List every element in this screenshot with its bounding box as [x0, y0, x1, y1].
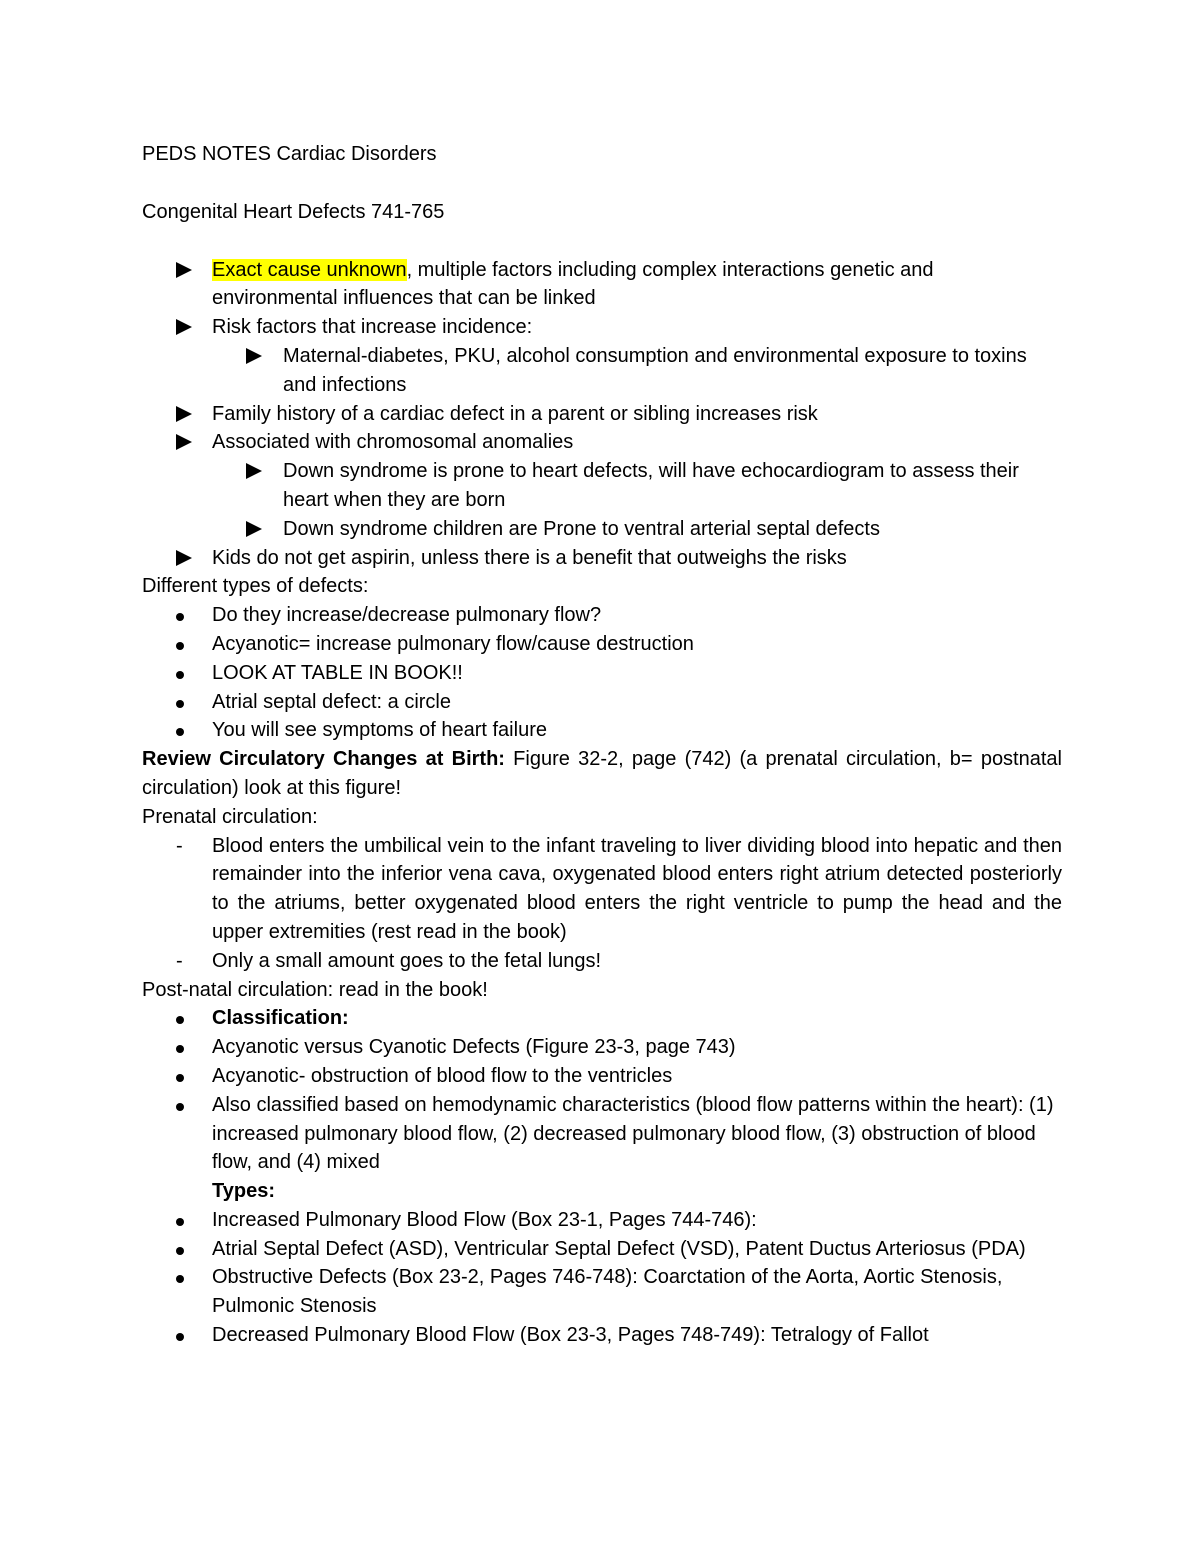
list-item-text: Risk factors that increase incidence:: [212, 316, 533, 339]
list-item-text: Kids do not get aspirin, unless there is a benefit that outweighs the risks: [212, 546, 847, 569]
review-text: Figure 32-2, page (742) (a prenatal circulation, b= postnatal circulation) look at this figure!: [142, 748, 1062, 799]
list-item-text: Also classified based on hemodynamic characteristics (blood flow patterns within the heart): (1) increased pulmonary blood flow, (2) decreased pulmonary blood flow, (3) obstruction of blood flow, and (4) mixed: [212, 1093, 1054, 1174]
arrow-bullet-icon: [176, 544, 200, 575]
arrow-bullet-icon: [246, 515, 270, 546]
list-item-text: Atrial septal defect: a circle: [212, 690, 451, 713]
section-heading: Post-natal circulation: read in the book!: [142, 978, 488, 1001]
dot-bullet-icon: [176, 1091, 200, 1120]
document-body: [142, 140, 1062, 1350]
dot-bullet-icon: [176, 716, 200, 745]
section-heading: Prenatal circulation:: [142, 805, 318, 828]
dot-bullet-icon: [176, 1062, 200, 1091]
list-item-text: Only a small amount goes to the fetal lungs!: [212, 949, 602, 972]
dot-bullet-icon: [176, 1321, 200, 1350]
arrow-bullet-icon: [176, 400, 200, 431]
list-item-text: Atrial Septal Defect (ASD), Ventricular Septal Defect (VSD), Patent Ductus Arteriosus (PDA): [212, 1237, 1026, 1260]
review-paragraph: [142, 745, 1062, 803]
dot-bullet-icon: [176, 1004, 200, 1033]
dot-bullet-icon: [176, 630, 200, 659]
list-item: [142, 947, 1062, 976]
list-item: [142, 313, 1062, 342]
list-item-text: Acyanotic- obstruction of blood flow to the ventricles: [212, 1064, 673, 1087]
dot-bullet-icon: [176, 601, 200, 630]
arrow-bullet-icon: [176, 313, 200, 344]
highlighted-text: Exact cause unknown: [212, 258, 407, 281]
list-item: [142, 1004, 1062, 1033]
list-item-text: Family history of a cardiac defect in a parent or sibling increases risk: [212, 402, 818, 425]
list-item: [142, 544, 1062, 573]
list-item-text: , multiple factors including complex interactions genetic and environmental influences that can be linked: [212, 258, 934, 310]
list-item: [142, 1033, 1062, 1062]
classification-list: [142, 1004, 1062, 1177]
types-list: [142, 1206, 1062, 1350]
list-item-text: LOOK AT TABLE IN BOOK!!: [212, 661, 463, 684]
list-item: [142, 515, 1062, 544]
list-item-text: Down syndrome is prone to heart defects, will have echocardiogram to assess their heart when they are born: [283, 460, 1019, 511]
list-item: [142, 457, 1062, 515]
list-item: [142, 688, 1062, 717]
list-item: [142, 1263, 1062, 1321]
dot-bullet-icon: [176, 688, 200, 717]
dot-bullet-icon: [176, 1263, 200, 1292]
list-item-text: Down syndrome children are Prone to ventral arterial septal defects: [283, 517, 880, 540]
dash-bullet-icon: -: [176, 834, 183, 857]
list-item-text: Obstructive Defects (Box 23-2, Pages 746-748): Coarctation of the Aorta, Aortic Stenosis, Pulmonic Stenosis: [212, 1266, 1003, 1318]
dash-bullet-icon: -: [176, 949, 183, 972]
list-item: [142, 659, 1062, 688]
list-item: [142, 716, 1062, 745]
dot-bullet-icon: [176, 1235, 200, 1264]
defect-types-list: [142, 601, 1062, 745]
dot-bullet-icon: [176, 1033, 200, 1062]
list-item: [142, 832, 1062, 947]
list-item-text: Decreased Pulmonary Blood Flow (Box 23-3, Pages 748-749): Tetralogy of Fallot: [212, 1324, 929, 1347]
arrow-bullet-icon: [246, 342, 270, 373]
list-item: [142, 1206, 1062, 1235]
list-item: [142, 1321, 1062, 1350]
list-item: [142, 428, 1062, 457]
arrow-bullet-icon: [176, 256, 200, 287]
list-item-text: Classification:: [212, 1007, 349, 1030]
list-item: [142, 630, 1062, 659]
list-item: [142, 601, 1062, 630]
arrow-bullet-icon: [176, 428, 200, 459]
list-item-text: Maternal-diabetes, PKU, alcohol consumption and environmental exposure to toxins and infections: [283, 344, 1027, 396]
list-item: [142, 400, 1062, 429]
cause-list: [142, 256, 1062, 573]
list-item: [142, 1235, 1062, 1264]
list-item-text: Acyanotic versus Cyanotic Defects (Figure 23-3, page 743): [212, 1036, 736, 1059]
list-item-text: Do they increase/decrease pulmonary flow?: [212, 604, 602, 627]
list-item: [142, 1091, 1062, 1177]
list-item-text: You will see symptoms of heart failure: [212, 719, 547, 742]
list-item-text: Associated with chromosomal anomalies: [212, 431, 574, 454]
list-item: [142, 1062, 1062, 1091]
review-heading: Review Circulatory Changes at Birth:: [142, 748, 505, 771]
section-heading: Different types of defects:: [142, 575, 369, 598]
list-item: [142, 342, 1062, 400]
page-title: PEDS NOTES Cardiac Disorders: [142, 143, 437, 165]
list-item-text: Blood enters the umbilical vein to the infant traveling to liver dividing blood into hepatic and then remainder into the inferior vena cava, oxygenated blood enters right atrium detected posteriorly to the atriums, better oxygenated blood enters the right ventricle to pump the head and the upper extremities (rest read in the book): [212, 834, 1062, 943]
dot-bullet-icon: [176, 1206, 200, 1235]
types-label: Types:: [212, 1180, 275, 1203]
list-item-text: Increased Pulmonary Blood Flow (Box 23-1, Pages 744-746):: [212, 1208, 757, 1231]
prenatal-list: [142, 832, 1062, 976]
arrow-bullet-icon: [246, 457, 270, 488]
list-item-text: Acyanotic= increase pulmonary flow/cause destruction: [212, 632, 694, 655]
section-subtitle: Congenital Heart Defects 741-765: [142, 200, 445, 223]
dot-bullet-icon: [176, 659, 200, 688]
list-item: [142, 256, 1062, 314]
